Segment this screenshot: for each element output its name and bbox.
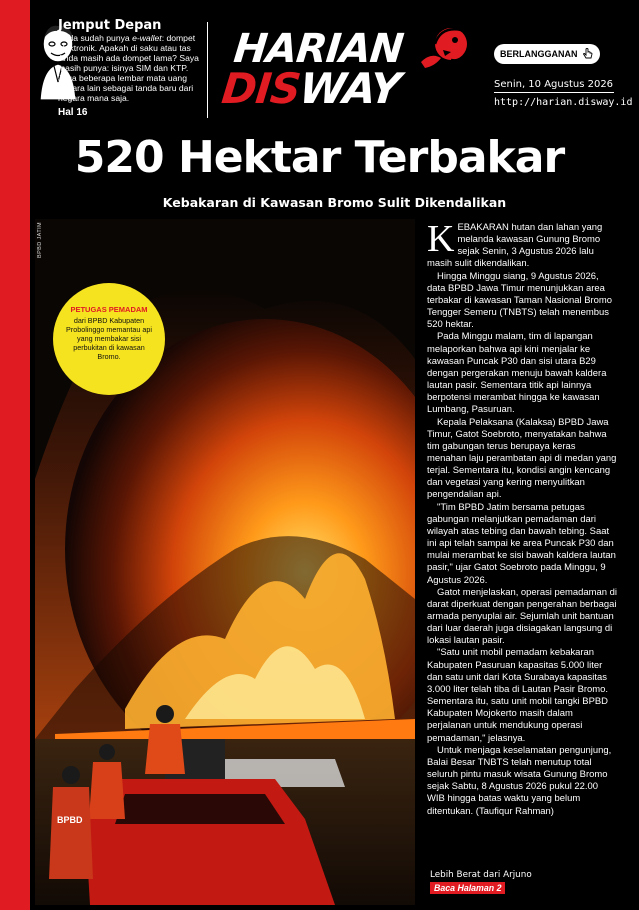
pointer-hand-icon [582,48,594,60]
teaser-divider [207,22,208,118]
related-story-title: Lebih Berat dari Arjuno [430,870,532,880]
issue-date: Senin, 10 Agustus 2026 [494,79,614,90]
headline: 520 Hektar Terbakar [74,132,565,183]
article-paragraph: Gatot menjelaskan, operasi pemadaman di darat diperkuat dengan pengerahan berbagai armada penyuplai air. Sejumlah unit bantuan dari luar daerah juga disiagakan langsung di lokasi lautan pasir. [427,586,617,647]
date-rule [494,92,614,93]
article-paragraph: Pada Minggu malam, tim di lapangan melaporkan bahwa api kini menjalar ke kawasan Puncak P30 dan sisi utara B29 dengan pergerakan menuju bawah kaldera lautan pasir. Sementara titik api lainnya berpotensi merambat hingga ke kawasan Lumbang, Pasuruan. [427,331,607,416]
masthead-logo[interactable] [219,22,480,113]
site-url[interactable]: http://harian.disway.id [494,97,633,108]
article-paragraph: "Tim BPBD Jatim bersama petugas gabungan melanjutkan pemadaman dari wilayah atas tebing dan bawah tebing. Saat ini api telah sampai ke area Puncak P30 dan mulai merambat ke sisi bawah kaldera lautan pasir," ujar Gatot Soebroto pada Minggu, 9 Agustus 2026. [427,501,616,586]
article-paragraph: KEBAKARAN hutan dan lahan yang melanda kawasan Gunung Bromo sejak Senin, 3 Agustus 2026 lalu masih sulit dikendalikan. [427,218,603,270]
article-body [427,218,617,818]
brand-top-word: HARIAN [231,26,405,72]
article-paragraph: Hingga Minggu siang, 9 Agustus 2026, data BPBD Jawa Timur menunjukkan area terbakar di kawasan Taman Nasional Bromo Tengger Semeru (TNBTS) telah menembus 520 hektar. [427,270,612,331]
caption-title: PETUGAS PEMADAM [70,305,148,314]
photo-credit: BPBD JATIM [37,222,43,258]
read-more-link[interactable]: Baca Halaman 2 [430,882,505,894]
article-paragraph: Kepala Pelaksana (Kalaksa) BPBD Jawa Timur, Gatot Soebroto, menyatakan bahwa tim gabungan terus berupaya keras menahan laju perambatan api di medan yang terjal. Sementara itu, kondisi angin kencang dan vegetasi yang kering menyulitkan pengendalian api. [427,416,617,501]
brand-bottom-word: DISWAY [219,64,403,113]
caption-text: dari BPBD Kabupaten Probolinggo memantau api yang membakar sisi perbukitan di kawasan Bromo. [66,316,152,361]
vest-label: BPBD [57,815,83,825]
article-paragraph: Untuk menjaga keselamatan pengunjung, Balai Besar TNBTS telah menutup total seluruh pintu masuk wisata Gunung Bromo sejak Sabtu, 8 Agustus 2026 pukul 22.00 WIB hingga batas waktu yang belum ditentukan. (Taufiqur Rahman) [427,744,612,817]
subscribe-button[interactable] [494,44,600,64]
subheadline: Kebakaran di Kawasan Bromo Sulit Dikendalikan [162,195,507,210]
article-paragraph: "Satu unit mobil pemadam kebakaran Kabupaten Pasuruan kapasitas 5.000 liter dan satu unit dari Kota Surabaya kapasitas 3.000 liter telah tiba di Lautan Pasir Bromo. Sementara itu, satu unit mobil tangki BPBD Kabupaten Mojokerto masih dalam perjalanan untuk mendukung operasi pemadaman," jelasnya. [427,647,608,744]
front-teaser[interactable] [36,18,206,128]
teaser-body: Anda sudah punya e-wallet: dompet elektronik. Apakah di saku atau tas Anda masih ada dompet lama? Saya masih punya: isinya SIM dan KTP. Juga beberapa lembar mata uang negara lain sebagai tanda baru dari negara mana saja. [58,33,199,103]
photo-caption [53,283,165,395]
subscribe-label: BERLANGGANAN [500,49,578,59]
dragon-logo-icon [417,22,477,70]
teaser-page-ref[interactable]: Hal 16 [58,107,88,118]
teaser-title: Jemput Depan [58,18,162,33]
dropcap: K [427,218,455,260]
